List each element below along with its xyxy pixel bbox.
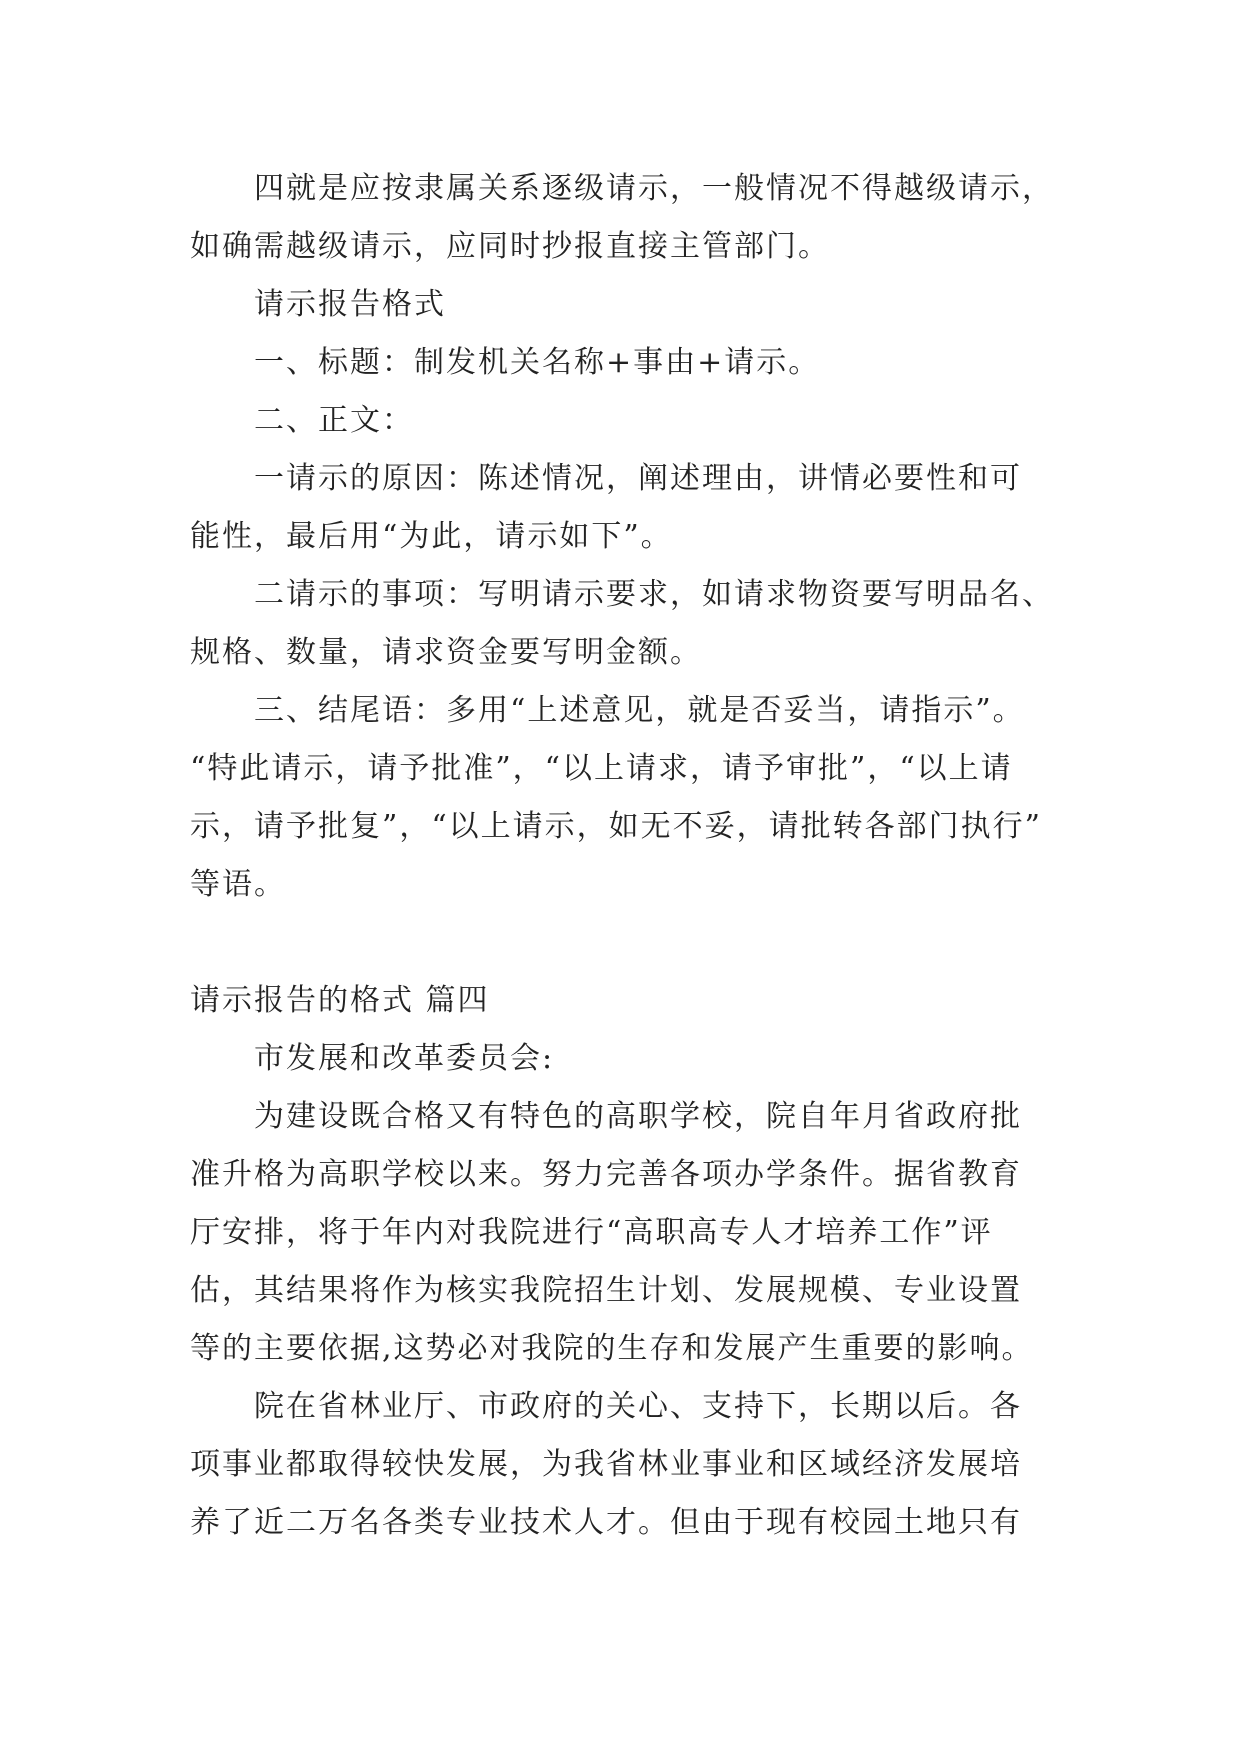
text-line: 能性，最后用“为此，请示如下”。 <box>190 519 673 554</box>
text-line: 等语。 <box>190 867 286 902</box>
text-line: 一请示的原因：陈述情况，阐述理由，讲情必要性和可 <box>254 461 1022 496</box>
section-title: 请示报告的格式 篇四 <box>190 983 490 1018</box>
text-line: 估，其结果将作为核实我院招生计划、发展规模、专业设置 <box>190 1273 1022 1308</box>
document-page <box>190 160 1070 1552</box>
text-line: 项事业都取得较快发展，为我省林业事业和区域经济发展培 <box>190 1447 1022 1482</box>
text-line: 为建设既合格又有特色的高职学校，院自年月省政府批 <box>254 1099 1022 1134</box>
text-line: 一、标题：制发机关名称+事由+请示。 <box>254 345 821 380</box>
text-line: 规格、数量，请求资金要写明金额。 <box>190 635 702 670</box>
text-line: 养了近二万名各类专业技术人才。但由于现有校园土地只有 <box>190 1505 1022 1540</box>
text-line: 市发展和改革委员会: <box>254 1041 555 1076</box>
text-line: 厅安排，将于年内对我院进行“高职高专人才培养工作”评 <box>190 1215 993 1250</box>
text-line: 四就是应按隶属关系逐级请示，一般情况不得越级请示， <box>254 171 1054 206</box>
text-line: 等的主要依据,这势必对我院的生存和发展产生重要的影响。 <box>190 1331 1034 1366</box>
text-line: 如确需越级请示，应同时抄报直接主管部门。 <box>190 229 830 264</box>
text-line: 院在省林业厅、市政府的关心、支持下，长期以后。各 <box>254 1389 1022 1424</box>
section-heading: 请示报告格式 <box>254 287 446 322</box>
text-line: 二请示的事项：写明请示要求，如请求物资要写明品名、 <box>254 577 1054 612</box>
text-line: 三、结尾语：多用“上述意见，就是否妥当，请指示”。 <box>254 693 1025 728</box>
text-line: 示，请予批复”，“以上请示，如无不妥，请批转各部门执行” <box>190 809 1043 844</box>
paragraph-gap <box>190 914 1070 972</box>
text-line: 准升格为高职学校以来。努力完善各项办学条件。据省教育 <box>190 1157 1022 1192</box>
text-line: 二、正文： <box>254 403 414 438</box>
text-line: “特此请示，请予批准”，“以上请求，请予审批”，“以上请 <box>190 751 1013 786</box>
